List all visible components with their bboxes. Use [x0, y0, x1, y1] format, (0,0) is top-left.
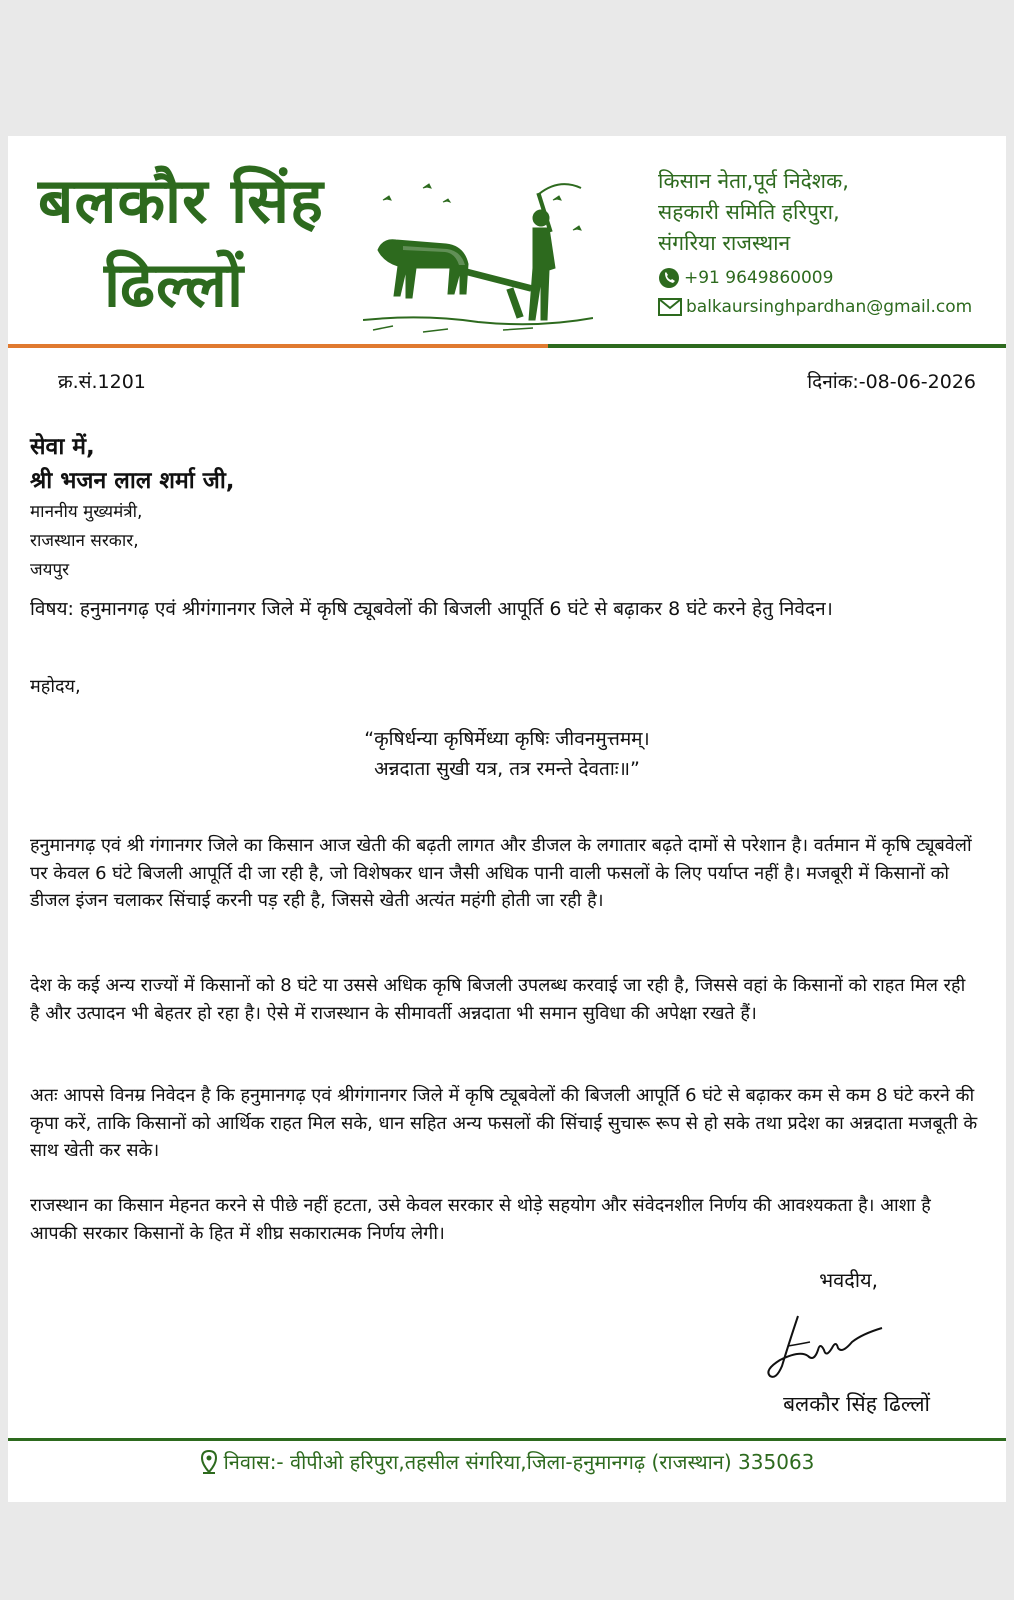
mail-icon — [658, 298, 682, 316]
addressee-salutation: सेवा में, — [30, 434, 95, 460]
letterhead-name-line2: ढिल्लों — [104, 248, 245, 321]
closing: भवदीय, — [819, 1268, 878, 1292]
phone-number: +91 9649860009 — [684, 268, 834, 288]
salutation: महोदय, — [30, 676, 81, 697]
addressee-line2: राजस्थान सरकार, — [30, 531, 139, 551]
addressee-name: श्री भजन लाल शर्मा जी, — [30, 468, 235, 494]
designation-line1: किसान नेता,पूर्व निदेशक, — [658, 169, 849, 193]
footer-address-text: निवास:- वीपीओ हरिपुरा,तहसील संगरिया,जिला-हनुमानगढ़ (राजस्थान) 335063 — [223, 1450, 815, 1474]
reference-number: क्र.सं.1201 — [58, 371, 146, 393]
verse-line2: अन्नदाता सुखी यत्र, तत्र रमन्ते देवताः॥” — [374, 758, 640, 780]
body-paragraph-3: अतः आपसे विनम्र निवेदन है कि हनुमानगढ़ एवं श्रीगंगानगर जिले में कृषि ट्यूबवेलों की बिजली आपूर्ति 6 घंटे से बढ़ाकर कम से कम 8 घंटे करने की कृपा करें, ताकि किसानों को आर्थिक राहत मिल सके, धान सहित अन्य फसलों की सिंचाई सुचारू रूप से हो सके तथा प्रदेश का अन्नदाता मजबूती के साथ खेती कर सके। — [30, 1085, 978, 1161]
verse-line1: “कृषिर्धन्या कृषिर्मेध्या कृषिः जीवनमुत्तमम्। — [364, 728, 650, 750]
header-divider-orange — [8, 344, 548, 348]
body-paragraph-1: हनुमानगढ़ एवं श्री गंगानगर जिले का किसान आज खेती की बढ़ती लागत और डीजल के लगातार बढ़ते दामों से परेशान है। वर्तमान में कृषि ट्यूबवेलों पर केवल 6 घंटे बिजली आपूर्ति दी जा रही है, जो विशेषकर धान जैसी अधिक पानी वाली फसलों के लिए पर्याप्त नहीं है। मजबूरी में किसानों को डीजल इंजन चलाकर सिंचाई करनी पड़ रही है, जिससे खेती अत्यंत महंगी होती जा रही है। — [30, 835, 972, 911]
sanskrit-verse — [8, 724, 1006, 784]
header-divider-green — [548, 344, 1006, 348]
addressee-line3: जयपुर — [30, 560, 70, 580]
subject-line: विषय: हनुमानगढ़ एवं श्रीगंगानगर जिले में कृषि ट्यूबवेलों की बिजली आपूर्ति 6 घंटे से बढ़ाकर 8 घंटे करने हेतु निवेदन। — [30, 598, 833, 620]
body-paragraph-2: देश के कई अन्य राज्यों में किसानों को 8 घंटे या उससे अधिक कृषि बिजली उपलब्ध करवाई जा रही है, जिससे वहां के किसानों को राहत मिल रही है और उत्पादन भी बेहतर हो रहा है। ऐसे में राजस्थान के सीमावर्ती अन्नदाता भी समान सुविधा की अपेक्षा रखते हैं। — [30, 975, 966, 1024]
addressee-line1: माननीय मुख्यमंत्री, — [30, 502, 143, 522]
signature — [758, 1306, 898, 1386]
email-row — [658, 297, 972, 317]
signer-name: बलकौर सिंह ढिल्लों — [783, 1392, 930, 1416]
letter-date: दिनांक:-08-06-2026 — [807, 371, 976, 393]
letter-page — [8, 136, 1006, 1502]
phone-icon — [658, 267, 680, 289]
letterhead-name-line1: बलकौर सिंह — [38, 164, 324, 237]
designation-line3: संगरिया राजस्थान — [658, 231, 791, 255]
farmer-plough-illustration — [363, 180, 593, 340]
header-divider — [8, 344, 1006, 348]
addressee-block — [30, 430, 235, 585]
phone-row — [658, 267, 972, 289]
location-pin-icon — [200, 1450, 218, 1474]
designation-line2: सहकारी समिति हरिपुरा, — [658, 200, 840, 224]
footer-address — [8, 1448, 1006, 1475]
footer-divider — [8, 1438, 1006, 1441]
letterhead-contact — [658, 166, 972, 317]
body-paragraph-4: राजस्थान का किसान मेहनत करने से पीछे नहीं हटता, उसे केवल सरकार से थोड़े सहयोग और संवेदनशील निर्णय की आवश्यकता है। आशा है आपकी सरकार किसानों के हित में शीघ्र सकारात्मक निर्णय लेगी। — [30, 1195, 931, 1244]
email-address: balkaursinghpardhan@gmail.com — [686, 297, 973, 317]
